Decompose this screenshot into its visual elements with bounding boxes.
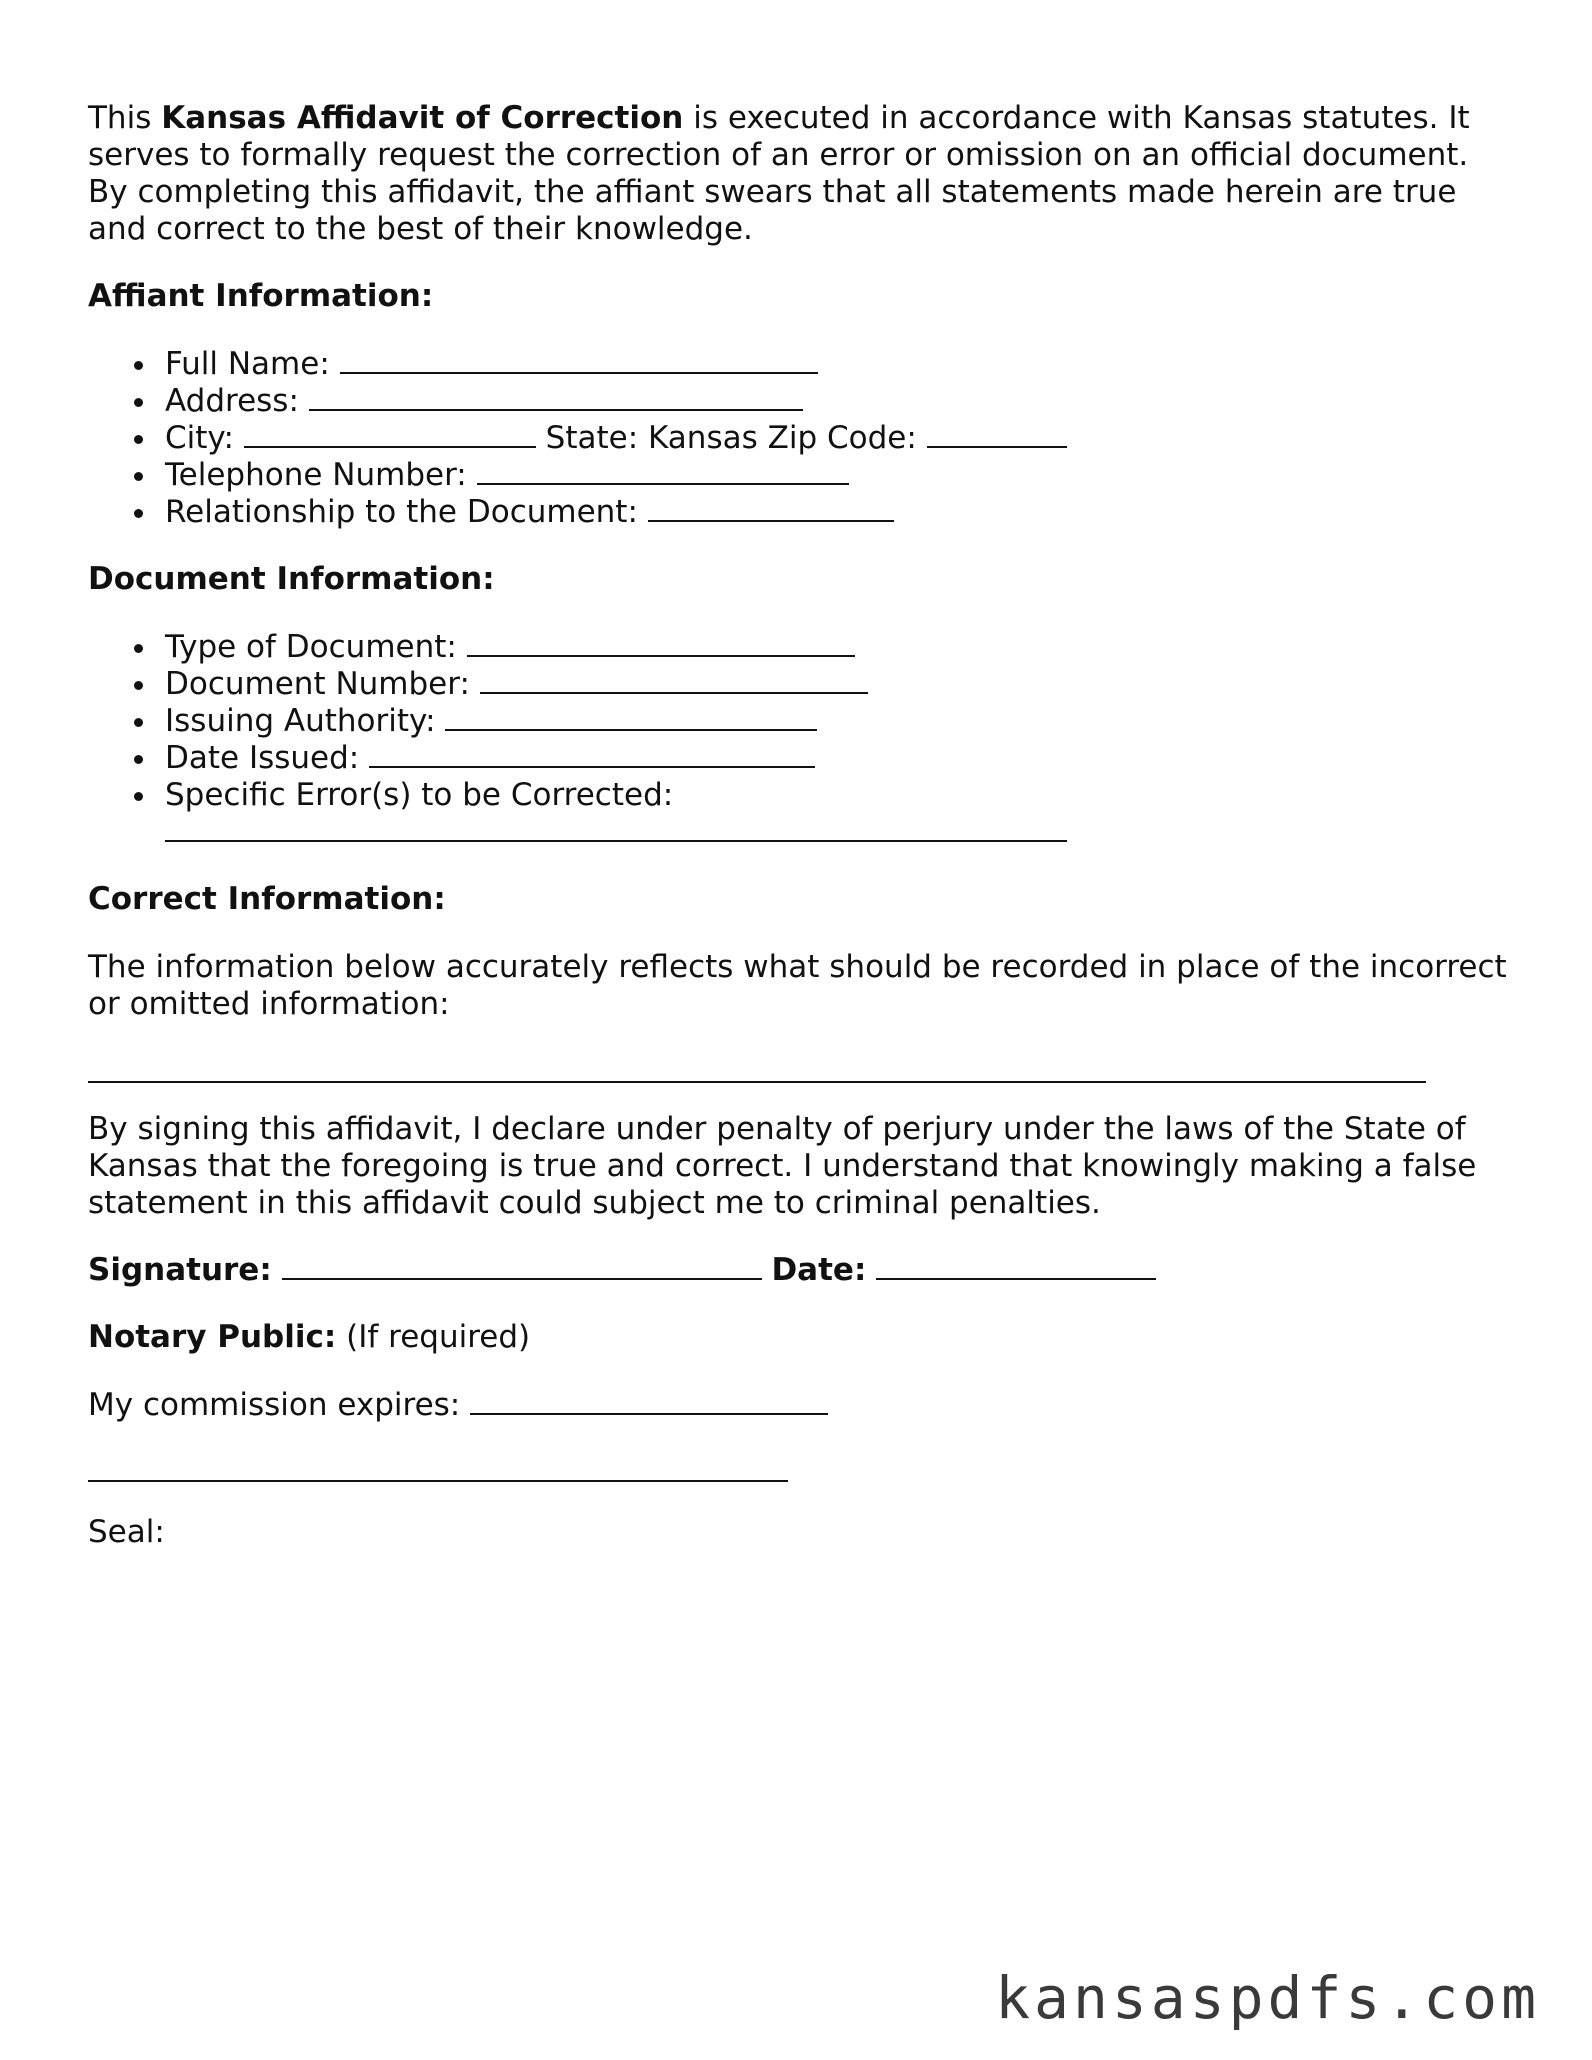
correct-text: The information below accurately reflects what should be recorded in place of the incorrect or omitted information: <box>88 949 1507 1022</box>
signature-row <box>88 1252 1508 1289</box>
telephone-input[interactable] <box>477 457 849 485</box>
commission-input[interactable] <box>470 1387 828 1415</box>
full-name-label: Full Name: <box>165 346 330 382</box>
notary-signature-input[interactable] <box>88 1460 788 1482</box>
telephone-field <box>88 457 1508 494</box>
relationship-input[interactable] <box>648 494 894 522</box>
date-label: Date: <box>771 1252 867 1288</box>
date-issued-field <box>88 740 1508 777</box>
notary-note: (If required) <box>336 1319 531 1355</box>
date-issued-label: Date Issued: <box>165 740 360 776</box>
correct-info-input[interactable] <box>88 1061 1426 1083</box>
affiant-fields <box>88 346 1508 531</box>
intro-rest: is executed in accordance with Kansas statutes. It serves to formally request the correction of an error or omission on an official document. By completing this affidavit, the affiant swears that all statements made herein are true and correct to the best of their knowledge. <box>88 100 1470 247</box>
signature-input[interactable] <box>282 1252 762 1280</box>
document-heading: Document Information: <box>88 561 495 597</box>
type-label: Type of Document: <box>165 629 457 665</box>
type-field <box>88 629 1508 666</box>
notary-row <box>88 1319 1508 1356</box>
notary-label: Notary Public: <box>88 1319 337 1355</box>
state-label: State: Kansas <box>545 420 758 456</box>
intro-paragraph <box>88 100 1508 248</box>
relationship-label: Relationship to the Document: <box>165 494 638 530</box>
zip-input[interactable] <box>927 420 1067 448</box>
number-field <box>88 666 1508 703</box>
intro-title: Kansas Affidavit of Correction <box>161 100 684 136</box>
commission-row <box>88 1387 1508 1424</box>
relationship-field <box>88 494 1508 531</box>
full-name-input[interactable] <box>340 346 818 374</box>
declaration-text: By signing this affidavit, I declare under penalty of perjury under the laws of the State of Kansas that the foregoing is true and correct. I understand that knowingly making a false statement in this affidavit could subject me to criminal penalties. <box>88 1111 1477 1221</box>
type-input[interactable] <box>467 629 855 657</box>
date-issued-input[interactable] <box>369 740 815 768</box>
errors-label: Specific Error(s) to be Corrected: <box>165 777 674 813</box>
errors-input[interactable] <box>165 814 1067 842</box>
watermark-text: kansaspdfs.com <box>995 1964 1540 2032</box>
address-label: Address: <box>165 383 299 419</box>
correct-heading: Correct Information: <box>88 881 446 917</box>
full-name-field <box>88 346 1508 383</box>
authority-label: Issuing Authority: <box>165 703 436 739</box>
errors-field <box>88 777 1508 814</box>
telephone-label: Telephone Number: <box>165 457 467 493</box>
errors-blank-row <box>88 814 1508 851</box>
seal-label: Seal: <box>88 1514 165 1550</box>
affiant-heading: Affiant Information: <box>88 278 434 314</box>
city-input[interactable] <box>244 420 536 448</box>
commission-label: My commission expires: <box>88 1387 461 1423</box>
address-input[interactable] <box>309 383 803 411</box>
signature-label: Signature: <box>88 1252 272 1288</box>
address-field <box>88 383 1508 420</box>
city-label: City: <box>165 420 234 456</box>
intro-lead: This <box>88 100 162 136</box>
number-label: Document Number: <box>165 666 470 702</box>
city-state-zip-field <box>88 420 1508 457</box>
authority-input[interactable] <box>445 703 817 731</box>
number-input[interactable] <box>480 666 868 694</box>
date-input[interactable] <box>876 1252 1156 1280</box>
authority-field <box>88 703 1508 740</box>
document-fields <box>88 629 1508 851</box>
affidavit-form <box>88 100 1508 1551</box>
zip-label: Zip Code: <box>767 420 917 456</box>
